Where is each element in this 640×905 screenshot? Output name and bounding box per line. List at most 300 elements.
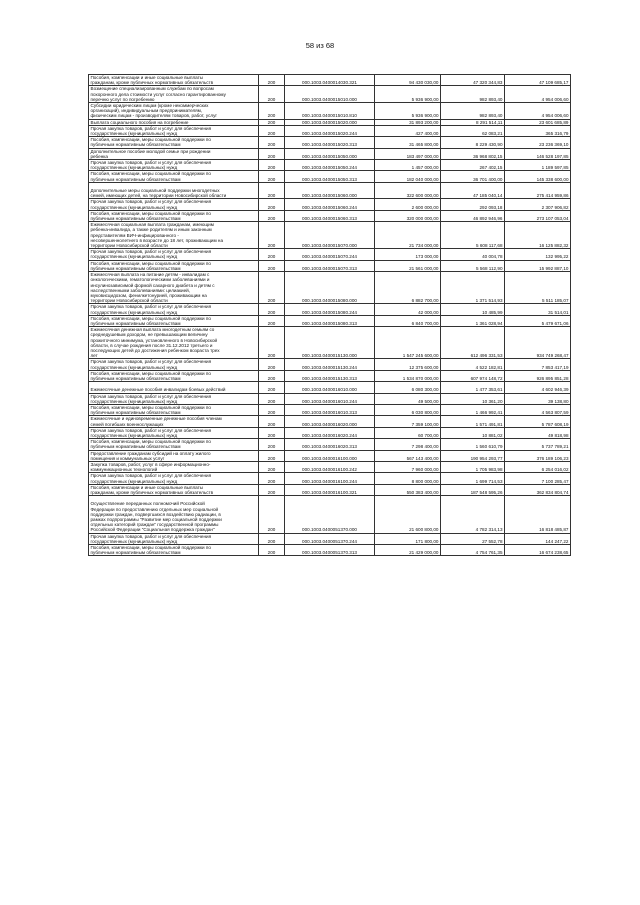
cell-executed-amount: 10 881,02 <box>441 427 505 438</box>
page-number: 58 из 68 <box>305 41 335 50</box>
cell-item-name-line: Дополнительные меры социальной поддержки многодетных <box>90 188 220 194</box>
cell-remaining-amount: 49 818,98 <box>505 427 571 438</box>
cell-approved-amount: 6 840 700,00 <box>375 315 441 326</box>
cell-item-name-line: Ежемесячная социальная выплата гражданам, имеющим <box>90 222 214 228</box>
cell-item-name <box>89 304 259 315</box>
cell-remaining-amount: 132 995,22 <box>505 249 571 260</box>
table-row <box>89 327 571 359</box>
cell-budget-class-code: 000.1003.0400015070.313 <box>285 260 375 271</box>
cell-budget-class-code: 000.1003.0400014030.321 <box>285 75 375 86</box>
cell-approved-amount: 1 457 000,00 <box>375 160 441 171</box>
cell-budget-class-code: 000.1003.0400015060.000 <box>285 182 375 199</box>
cell-item-name <box>89 137 259 148</box>
cell-budget-class-code: 000.1003.0400015010.000 <box>285 86 375 103</box>
cell-item-name-line: ребенка <box>90 153 108 159</box>
cell-remaining-amount: 2 307 906,82 <box>505 199 571 210</box>
cell-item-name-line: Пособия, компенсации и иные социальные выплаты <box>90 484 203 490</box>
table-row <box>89 315 571 326</box>
cell-item-name-line: Пособия, компенсации, меры социальной поддержки по <box>90 137 211 143</box>
cell-approved-amount: 12 375 600,00 <box>375 359 441 370</box>
cell-item-name-line: Предоставление гражданам субсидий на оплату жилого <box>90 450 211 456</box>
cell-line-code: 200 <box>259 260 285 271</box>
cell-budget-class-code: 000.1003.0400015050.000 <box>285 148 375 159</box>
cell-remaining-amount: 5 787 608,19 <box>505 416 571 427</box>
table-row <box>89 125 571 136</box>
cell-item-name-line: коммуникационных технологий <box>90 467 158 473</box>
cell-remaining-amount: 275 414 959,86 <box>505 182 571 199</box>
cell-item-name <box>89 533 259 544</box>
table-row <box>89 461 571 472</box>
cell-remaining-amount: 16 674 238,65 <box>505 545 571 556</box>
cell-item-name-line: публичным нормативным обязательствам <box>90 265 181 271</box>
cell-executed-amount: 36 968 802,15 <box>441 148 505 159</box>
cell-budget-class-code: 000.1003.0400015080.244 <box>285 304 375 315</box>
cell-remaining-amount: 365 316,79 <box>505 125 571 136</box>
cell-item-name <box>89 327 259 359</box>
cell-line-code: 200 <box>259 304 285 315</box>
cell-approved-amount: 2 600 000,00 <box>375 199 441 210</box>
cell-item-name <box>89 260 259 271</box>
cell-line-code: 200 <box>259 171 285 182</box>
cell-item-name-line: поддержки граждан, подвергшихся воздействию радиации, в <box>90 511 221 517</box>
cell-item-name-line: семей погибших военнослужащих <box>90 421 164 427</box>
cell-line-code: 200 <box>259 222 285 249</box>
cell-item-name-line: Пособия, компенсации, меры социальной поддержки по <box>90 260 211 266</box>
cell-item-name <box>89 222 259 249</box>
cell-executed-amount: 8 291 514,11 <box>441 119 505 125</box>
cell-item-name <box>89 359 259 370</box>
cell-approved-amount: 49 500,00 <box>375 393 441 404</box>
cell-budget-class-code: 000.1003.0400016020.313 <box>285 439 375 450</box>
cell-item-name-line: несовершеннолетнего в возрасте до 18 лет, проживающим на <box>90 237 224 243</box>
cell-item-name-line: Прочая закупка товаров, работ и услуг для обеспечения <box>90 533 212 539</box>
cell-budget-class-code: 000.1003.0400051370.244 <box>285 533 375 544</box>
cell-item-name-line: семей, имеющих детей, на территории Новосибирской области <box>90 193 227 199</box>
cell-item-name-line: публичным нормативным обязательствам <box>90 375 181 381</box>
cell-executed-amount: 187 548 595,26 <box>441 484 505 495</box>
cell-budget-class-code: 000.1003.0400016100.000 <box>285 450 375 461</box>
cell-item-name-line: публичным нормативным обязательствам <box>90 320 181 326</box>
cell-budget-class-code: 000.1003.0400015020.000 <box>285 119 375 125</box>
cell-remaining-amount: 5 479 671,06 <box>505 315 571 326</box>
cell-item-name <box>89 272 259 304</box>
cell-item-name-line: Выплата социального пособия на погребение <box>90 119 189 125</box>
table-row <box>89 199 571 210</box>
cell-item-name-line: перечню услуг по погребению <box>90 96 155 102</box>
cell-item-name <box>89 404 259 415</box>
cell-item-name <box>89 125 259 136</box>
cell-item-name-line: Субсидии юридическим лицам (кроме некоммерческих <box>90 103 209 109</box>
cell-executed-amount: 4 754 761,35 <box>441 545 505 556</box>
cell-line-code: 200 <box>259 382 285 393</box>
cell-executed-amount: 1 571 491,81 <box>441 416 505 427</box>
cell-budget-class-code: 000.1003.0400015080.313 <box>285 315 375 326</box>
cell-item-name-line: Пособия, компенсации, меры социальной поддержки по <box>90 370 211 376</box>
cell-item-name-line: Пособия, компенсации, меры социальной поддержки по <box>90 315 211 321</box>
table-row <box>89 86 571 103</box>
cell-item-name-line: отдельных категорий граждан" государственной программы <box>90 522 219 528</box>
cell-line-code: 200 <box>259 315 285 326</box>
cell-remaining-amount: 5 737 789,21 <box>505 439 571 450</box>
cell-line-code: 200 <box>259 75 285 86</box>
cell-approved-amount: 94 430 030,00 <box>375 75 441 86</box>
cell-item-name-line: ребенка-инвалида, а также родителям и иным законным <box>90 227 212 233</box>
table-row <box>89 103 571 120</box>
cell-remaining-amount: 47 109 685,17 <box>505 75 571 86</box>
cell-item-name-line: Пособия, компенсации, меры социальной поддержки по <box>90 545 211 551</box>
cell-approved-amount: 567 143 400,00 <box>375 450 441 461</box>
cell-item-name-line: государственных (муниципальных) нужд <box>90 131 178 137</box>
cell-approved-amount: 550 383 400,00 <box>375 484 441 495</box>
cell-executed-amount: 982 893,40 <box>441 86 505 103</box>
cell-line-code: 200 <box>259 496 285 533</box>
cell-executed-amount: 46 892 946,96 <box>441 210 505 221</box>
cell-item-name-line: Ежемесячные и единовременные денежные пособия членам <box>90 416 222 422</box>
table-row <box>89 210 571 221</box>
cell-item-name-line: публичным нормативным обязательствам <box>90 176 181 182</box>
cell-budget-class-code: 000.1003.0400051370.313 <box>285 545 375 556</box>
cell-item-name-line: государственных (муниципальных) нужд <box>90 364 178 370</box>
cell-line-code: 200 <box>259 370 285 381</box>
cell-remaining-amount: 4 563 807,59 <box>505 404 571 415</box>
cell-approved-amount: 60 700,00 <box>375 427 441 438</box>
cell-remaining-amount: 7 100 285,47 <box>505 473 571 484</box>
table-row <box>89 484 571 495</box>
cell-item-name-line: Прочая закупка товаров, работ и услуг для обеспечения <box>90 427 212 433</box>
cell-remaining-amount: 4 602 946,39 <box>505 382 571 393</box>
cell-item-name <box>89 545 259 556</box>
cell-approved-amount: 182 040 000,00 <box>375 171 441 182</box>
cell-remaining-amount: 376 189 106,23 <box>505 450 571 461</box>
cell-remaining-amount: 23 601 685,89 <box>505 119 571 125</box>
cell-executed-amount: 1 477 353,61 <box>441 382 505 393</box>
cell-executed-amount: 1 699 714,53 <box>441 473 505 484</box>
cell-remaining-amount: 1 189 597,85 <box>505 160 571 171</box>
table-row <box>89 119 571 125</box>
cell-budget-class-code: 000.1003.0400015070.000 <box>285 222 375 249</box>
cell-approved-amount: 5 936 900,00 <box>375 86 441 103</box>
cell-remaining-amount: 7 853 417,19 <box>505 359 571 370</box>
table-row <box>89 533 571 544</box>
cell-approved-amount: 21 734 000,00 <box>375 222 441 249</box>
cell-item-name <box>89 171 259 182</box>
table-row <box>89 249 571 260</box>
cell-item-name-line: Ежемесячная денежная выплата многодетным семьям со <box>90 327 215 333</box>
table-row <box>89 182 571 199</box>
cell-remaining-amount: 23 236 369,10 <box>505 137 571 148</box>
cell-item-name-line: государственных (муниципальных) нужд <box>90 204 178 210</box>
cell-remaining-amount: 4 954 006,60 <box>505 86 571 103</box>
cell-executed-amount: 292 093,18 <box>441 199 505 210</box>
cell-approved-amount: 21 561 000,00 <box>375 260 441 271</box>
cell-remaining-amount: 5 511 185,07 <box>505 272 571 304</box>
cell-budget-class-code: 000.1003.0400015060.313 <box>285 210 375 221</box>
cell-line-code: 200 <box>259 137 285 148</box>
cell-line-code: 200 <box>259 199 285 210</box>
cell-item-name <box>89 427 259 438</box>
cell-item-name-line: Пособия, компенсации, меры социальной поддержки по <box>90 171 211 177</box>
cell-budget-class-code: 000.1003.0400015020.313 <box>285 137 375 148</box>
cell-item-name <box>89 103 259 120</box>
cell-budget-class-code: 000.1003.0400015130.000 <box>285 327 375 359</box>
cell-item-name-line: государственных (муниципальных) нужд <box>90 398 178 404</box>
cell-item-name-line: Прочая закупка товаров, работ и услуг для обеспечения <box>90 125 212 131</box>
cell-executed-amount: 62 083,21 <box>441 125 505 136</box>
cell-item-name-line: Прочая закупка товаров, работ и услуг для обеспечения <box>90 359 212 365</box>
cell-budget-class-code: 000.1003.0400015010.810 <box>285 103 375 120</box>
cell-approved-amount: 7 359 100,00 <box>375 416 441 427</box>
cell-item-name-line: наследственными заболеваниями: целиакией, <box>90 287 190 293</box>
cell-approved-amount: 322 600 000,00 <box>375 182 441 199</box>
cell-budget-class-code: 000.1003.0400015080.000 <box>285 272 375 304</box>
cell-approved-amount: 183 497 000,00 <box>375 148 441 159</box>
cell-approved-amount: 31 465 800,00 <box>375 137 441 148</box>
cell-item-name <box>89 484 259 495</box>
cell-item-name-line: Прочая закупка товаров, работ и услуг для обеспечения <box>90 393 212 399</box>
cell-item-name-line: похоронного дела стоимости услуг согласно гарантированному <box>90 91 226 97</box>
cell-item-name-line: государственных (муниципальных) нужд <box>90 478 178 484</box>
table-row <box>89 404 571 415</box>
table-row <box>89 382 571 393</box>
cell-item-name <box>89 393 259 404</box>
cell-budget-class-code: 000.1003.0400016010.000 <box>285 382 375 393</box>
cell-remaining-amount: 16 818 485,87 <box>505 496 571 533</box>
cell-item-name-line: лет <box>90 353 98 359</box>
cell-item-name <box>89 210 259 221</box>
cell-executed-amount: 36 701 400,00 <box>441 171 505 182</box>
cell-line-code: 200 <box>259 125 285 136</box>
cell-approved-amount: 7 960 000,00 <box>375 461 441 472</box>
cell-executed-amount: 607 974 148,72 <box>441 370 505 381</box>
table-row <box>89 359 571 370</box>
table-row <box>89 416 571 427</box>
cell-budget-class-code: 000.1003.0400015050.244 <box>285 160 375 171</box>
cell-item-name-line: прожиточного минимума, установленного в Новосибирской <box>90 337 218 343</box>
cell-item-name-line: Пособия, компенсации, меры социальной поддержки по <box>90 210 211 216</box>
cell-item-name-line: области, в случае рождения после 31.12.2012 третьего и <box>90 342 213 348</box>
cell-item-name-line: организаций), индивидуальным предпринимателям, <box>90 108 203 114</box>
cell-item-name-line: государственных (муниципальных) нужд <box>90 432 178 438</box>
cell-item-name-line: государственных (муниципальных) нужд <box>90 538 178 544</box>
cell-approved-amount: 6 882 700,00 <box>375 272 441 304</box>
cell-budget-class-code: 000.1003.0400015060.244 <box>285 199 375 210</box>
cell-budget-class-code: 000.1003.0400015070.244 <box>285 249 375 260</box>
cell-item-name-line: инсулинозависимой формой сахарного диабета и детям с <box>90 282 215 288</box>
cell-approved-amount: 320 000 000,00 <box>375 210 441 221</box>
cell-line-code: 200 <box>259 249 285 260</box>
cell-executed-amount: 1 466 992,41 <box>441 404 505 415</box>
cell-item-name-line: представителям ВИЧ-инфицированного - <box>90 232 179 238</box>
cell-item-name-line: публичным нормативным обязательствам <box>90 550 181 556</box>
cell-item-name-line: Пособия, компенсации и иные социальные выплаты <box>90 75 203 80</box>
cell-item-name-line: гражданам, кроме публичных нормативных обязательств <box>90 490 214 495</box>
cell-item-name <box>89 416 259 427</box>
cell-executed-amount: 8 229 430,90 <box>441 137 505 148</box>
cell-item-name-line: физическим лицам - производителям товаров, работ, услуг <box>90 113 218 119</box>
cell-executed-amount: 5 608 117,68 <box>441 222 505 249</box>
cell-approved-amount: 42 000,00 <box>375 304 441 315</box>
cell-line-code: 200 <box>259 484 285 495</box>
cell-approved-amount: 1 547 245 600,00 <box>375 327 441 359</box>
cell-item-name <box>89 160 259 171</box>
table-row <box>89 393 571 404</box>
cell-item-name-line: публичным нормативным обязательствам <box>90 142 181 148</box>
cell-executed-amount: 40 004,78 <box>441 249 505 260</box>
table-row <box>89 171 571 182</box>
cell-item-name <box>89 182 259 199</box>
cell-executed-amount: 1 705 983,98 <box>441 461 505 472</box>
cell-approved-amount: 171 800,00 <box>375 533 441 544</box>
cell-item-name-line: публичным нормативным обязательствам <box>90 410 181 416</box>
cell-line-code: 200 <box>259 182 285 199</box>
cell-budget-class-code: 000.1003.0400015130.244 <box>285 359 375 370</box>
cell-item-name-line: Федерации по предоставлению отдельных мер социальной <box>90 506 219 512</box>
cell-budget-class-code: 000.1003.0400016020.244 <box>285 427 375 438</box>
cell-line-code: 200 <box>259 427 285 438</box>
cell-item-name <box>89 450 259 461</box>
cell-executed-amount: 47 320 344,83 <box>441 75 505 86</box>
cell-item-name-line: Осуществление переданных полномочий Российской <box>90 501 205 507</box>
cell-item-name-line: Ежемесячная выплата на питание детям - инвалидам с <box>90 272 210 278</box>
cell-line-code: 200 <box>259 461 285 472</box>
cell-line-code: 200 <box>259 416 285 427</box>
cell-budget-class-code: 000.1003.0400016100.242 <box>285 461 375 472</box>
cell-executed-amount: 27 552,78 <box>441 533 505 544</box>
cell-item-name-line: государственных (муниципальных) нужд <box>90 254 178 260</box>
cell-item-name <box>89 439 259 450</box>
cell-item-name-line: рамках подпрограммы "Развитие мер социальной поддержки <box>90 517 222 522</box>
cell-item-name <box>89 75 259 86</box>
cell-budget-class-code: 000.1003.0400015050.313 <box>285 171 375 182</box>
cell-approved-amount: 31 893 200,00 <box>375 119 441 125</box>
cell-item-name <box>89 199 259 210</box>
cell-item-name <box>89 370 259 381</box>
cell-item-name <box>89 473 259 484</box>
cell-item-name <box>89 315 259 326</box>
cell-executed-amount: 190 954 293,77 <box>441 450 505 461</box>
cell-item-name-line: Прочая закупка товаров, работ и услуг для обеспечения <box>90 249 212 255</box>
cell-line-code: 200 <box>259 119 285 125</box>
cell-approved-amount: 6 030 800,00 <box>375 404 441 415</box>
cell-remaining-amount: 934 749 268,47 <box>505 327 571 359</box>
cell-item-name-line: публичным нормативным обязательствам <box>90 444 181 450</box>
cell-budget-class-code: 000.1003.0400016020.000 <box>285 416 375 427</box>
cell-line-code: 200 <box>259 439 285 450</box>
cell-item-name <box>89 86 259 103</box>
cell-item-name <box>89 461 259 472</box>
table-row <box>89 137 571 148</box>
cell-line-code: 200 <box>259 160 285 171</box>
table-row <box>89 427 571 438</box>
cell-line-code: 200 <box>259 533 285 544</box>
table-body <box>89 75 571 556</box>
cell-item-name-line: муковисцидозом, фенилкетонурией, проживающим на <box>90 292 207 298</box>
table-row <box>89 75 571 86</box>
cell-executed-amount: 47 185 040,14 <box>441 182 505 199</box>
cell-budget-class-code: 000.1003.0400016100.244 <box>285 473 375 484</box>
cell-line-code: 200 <box>259 86 285 103</box>
cell-item-name-line: Пособия, компенсации, меры социальной поддержки по <box>90 404 211 410</box>
cell-approved-amount: 1 534 870 000,00 <box>375 370 441 381</box>
cell-remaining-amount: 144 247,22 <box>505 533 571 544</box>
cell-item-name-line: гражданам, кроме публичных нормативных обязательств <box>90 80 214 86</box>
cell-line-code: 200 <box>259 327 285 359</box>
cell-remaining-amount: 16 125 882,32 <box>505 222 571 249</box>
cell-line-code: 200 <box>259 272 285 304</box>
cell-item-name-line: помещения и коммунальных услуг <box>90 455 165 461</box>
cell-item-name-line: государственных (муниципальных) нужд <box>90 309 178 315</box>
cell-approved-amount: 6 080 300,00 <box>375 382 441 393</box>
cell-executed-amount: 982 893,40 <box>441 103 505 120</box>
cell-item-name-line: Прочая закупка товаров, работ и услуг для обеспечения <box>90 304 212 310</box>
cell-item-name-line: Ежемесячные денежные пособия инвалидам боевых действий <box>90 387 226 393</box>
cell-item-name-line: Пособия, компенсации, меры социальной поддержки по <box>90 439 211 445</box>
cell-item-name-line: государственных (муниципальных) нужд <box>90 165 178 171</box>
cell-remaining-amount: 4 954 006,60 <box>505 103 571 120</box>
cell-remaining-amount: 145 338 600,00 <box>505 171 571 182</box>
cell-remaining-amount: 15 992 887,10 <box>505 260 571 271</box>
cell-line-code: 200 <box>259 148 285 159</box>
cell-budget-class-code: 000.1003.0400015020.244 <box>285 125 375 136</box>
cell-executed-amount: 5 568 112,90 <box>441 260 505 271</box>
cell-item-name-line: публичным нормативным обязательствам <box>90 216 181 222</box>
table-row <box>89 148 571 159</box>
cell-item-name-line: Российской Федерации "Социальная поддержка граждан" <box>90 527 215 533</box>
cell-executed-amount: 4 782 314,13 <box>441 496 505 533</box>
cell-remaining-amount: 39 138,80 <box>505 393 571 404</box>
cell-approved-amount: 173 000,00 <box>375 249 441 260</box>
cell-line-code: 200 <box>259 473 285 484</box>
cell-approved-amount: 7 298 400,00 <box>375 439 441 450</box>
table-row <box>89 450 571 461</box>
cell-line-code: 200 <box>259 393 285 404</box>
cell-line-code: 200 <box>259 404 285 415</box>
table-row <box>89 496 571 533</box>
table-row <box>89 439 571 450</box>
cell-remaining-amount: 146 528 197,85 <box>505 148 571 159</box>
cell-executed-amount: 10 485,99 <box>441 304 505 315</box>
cell-remaining-amount: 926 895 851,28 <box>505 370 571 381</box>
cell-line-code: 200 <box>259 545 285 556</box>
cell-item-name-line: Прочая закупка товаров, работ и услуг для обеспечения <box>90 473 212 479</box>
cell-approved-amount: 5 936 900,00 <box>375 103 441 120</box>
cell-item-name-line: Дополнительное пособие молодой семье при рождении <box>90 148 211 154</box>
cell-item-name-line: территории Новосибирской области <box>90 243 168 249</box>
cell-budget-class-code: 000.1003.0400016100.321 <box>285 484 375 495</box>
cell-budget-class-code: 000.1003.0400016010.244 <box>285 393 375 404</box>
cell-executed-amount: 4 522 182,81 <box>441 359 505 370</box>
cell-approved-amount: 21 429 000,00 <box>375 545 441 556</box>
cell-remaining-amount: 362 834 804,74 <box>505 484 571 495</box>
cell-item-name-line: онкологическими, гематологическими заболеваниями и <box>90 277 210 283</box>
cell-line-code: 200 <box>259 103 285 120</box>
cell-approved-amount: 427 400,00 <box>375 125 441 136</box>
table-row <box>89 160 571 171</box>
cell-remaining-amount: 6 254 016,02 <box>505 461 571 472</box>
table-row <box>89 545 571 556</box>
cell-approved-amount: 8 800 000,00 <box>375 473 441 484</box>
cell-item-name-line: территории Новосибирской области <box>90 298 168 304</box>
cell-item-name <box>89 148 259 159</box>
cell-item-name <box>89 496 259 533</box>
table-row <box>89 370 571 381</box>
cell-executed-amount: 1 361 028,94 <box>441 315 505 326</box>
cell-item-name-line: Прочая закупка товаров, работ и услуг для обеспечения <box>90 199 212 205</box>
cell-executed-amount: 267 402,15 <box>441 160 505 171</box>
cell-budget-class-code: 000.1003.0400051370.000 <box>285 496 375 533</box>
table-row <box>89 473 571 484</box>
cell-executed-amount: 1 371 514,93 <box>441 272 505 304</box>
